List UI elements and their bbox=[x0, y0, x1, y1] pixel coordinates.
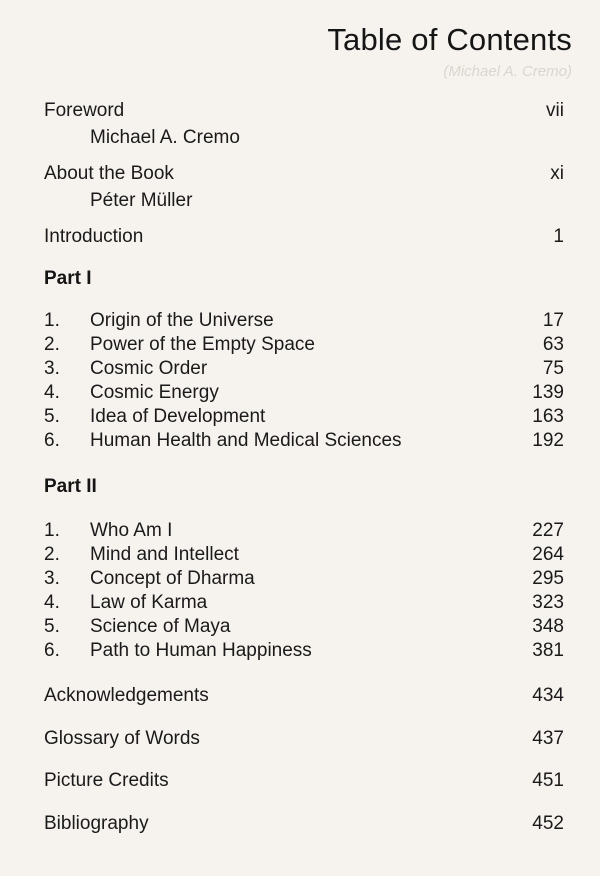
chapter-page: 323 bbox=[532, 592, 564, 613]
chapter-page: 192 bbox=[532, 430, 564, 451]
chapter-entry[interactable] bbox=[44, 406, 564, 428]
chapter-title: Cosmic Energy bbox=[90, 382, 219, 403]
entry-author: Michael A. Cremo bbox=[90, 127, 240, 148]
entry-author: Péter Müller bbox=[90, 190, 193, 211]
chapter-title: Concept of Dharma bbox=[90, 568, 255, 589]
entry-label: About the Book bbox=[44, 163, 174, 184]
chapter-title: Human Health and Medical Sciences bbox=[90, 430, 402, 451]
chapter-page: 264 bbox=[532, 544, 564, 565]
toc-entry-foreword[interactable] bbox=[44, 100, 564, 122]
chapter-entry[interactable] bbox=[44, 334, 564, 356]
entry-label: Acknowledgements bbox=[44, 685, 209, 706]
chapter-number: 1. bbox=[44, 310, 60, 331]
chapter-page: 381 bbox=[532, 640, 564, 661]
toc-entry-about-the-book[interactable] bbox=[44, 163, 564, 185]
chapter-number: 4. bbox=[44, 382, 60, 403]
chapter-entry[interactable] bbox=[44, 640, 564, 662]
part-heading: Part II bbox=[44, 476, 97, 497]
chapter-title: Path to Human Happiness bbox=[90, 640, 312, 661]
chapter-page: 295 bbox=[532, 568, 564, 589]
chapter-number: 6. bbox=[44, 430, 60, 451]
chapter-entry[interactable] bbox=[44, 382, 564, 404]
chapter-page: 63 bbox=[542, 334, 564, 355]
entry-page: 1 bbox=[553, 226, 564, 247]
part-heading: Part I bbox=[44, 268, 92, 289]
entry-page: xi bbox=[550, 163, 564, 184]
chapter-entry[interactable] bbox=[44, 592, 564, 614]
chapter-number: 3. bbox=[44, 568, 60, 589]
chapter-page: 17 bbox=[542, 310, 564, 331]
entry-page: 434 bbox=[532, 685, 564, 706]
chapter-entry[interactable] bbox=[44, 520, 564, 542]
entry-label: Foreword bbox=[44, 100, 125, 121]
entry-page: 451 bbox=[532, 770, 564, 791]
entry-label: Glossary of Words bbox=[44, 728, 200, 749]
chapter-number: 6. bbox=[44, 640, 60, 661]
page-title: Table of Contents bbox=[327, 22, 572, 57]
chapter-entry[interactable] bbox=[44, 616, 564, 638]
chapter-number: 4. bbox=[44, 592, 60, 613]
chapter-page: 139 bbox=[532, 382, 564, 403]
chapter-number: 1. bbox=[44, 520, 60, 541]
chapter-entry[interactable] bbox=[44, 430, 564, 452]
chapter-title: Science of Maya bbox=[90, 616, 231, 637]
chapter-title: Power of the Empty Space bbox=[90, 334, 315, 355]
chapter-title: Idea of Development bbox=[90, 406, 266, 427]
chapter-entry[interactable] bbox=[44, 544, 564, 566]
toc-entry-glossary[interactable] bbox=[44, 728, 564, 750]
chapter-page: 227 bbox=[532, 520, 564, 541]
entry-label: Introduction bbox=[44, 226, 144, 247]
chapter-number: 3. bbox=[44, 358, 60, 379]
entry-page: vii bbox=[546, 100, 564, 121]
chapter-number: 2. bbox=[44, 544, 60, 565]
toc-entry-picture-credits[interactable] bbox=[44, 770, 564, 792]
entry-page: 452 bbox=[532, 813, 564, 834]
chapter-page: 163 bbox=[532, 406, 564, 427]
chapter-title: Cosmic Order bbox=[90, 358, 208, 379]
toc-entry-acknowledgements[interactable] bbox=[44, 685, 564, 707]
chapter-page: 75 bbox=[542, 358, 564, 379]
chapter-number: 2. bbox=[44, 334, 60, 355]
chapter-number: 5. bbox=[44, 406, 60, 427]
toc-entry-bibliography[interactable] bbox=[44, 813, 564, 835]
entry-label: Picture Credits bbox=[44, 770, 169, 791]
chapter-entry[interactable] bbox=[44, 310, 564, 332]
chapter-title: Mind and Intellect bbox=[90, 544, 239, 565]
toc-entry-introduction[interactable] bbox=[44, 226, 564, 248]
chapter-title: Origin of the Universe bbox=[90, 310, 274, 331]
chapter-title: Law of Karma bbox=[90, 592, 208, 613]
chapter-entry[interactable] bbox=[44, 358, 564, 380]
entry-page: 437 bbox=[532, 728, 564, 749]
chapter-number: 5. bbox=[44, 616, 60, 637]
chapter-entry[interactable] bbox=[44, 568, 564, 590]
entry-label: Bibliography bbox=[44, 813, 149, 834]
bleed-through-text: (Michael A. Cremo) bbox=[443, 63, 572, 80]
chapter-page: 348 bbox=[532, 616, 564, 637]
chapter-title: Who Am I bbox=[90, 520, 173, 541]
